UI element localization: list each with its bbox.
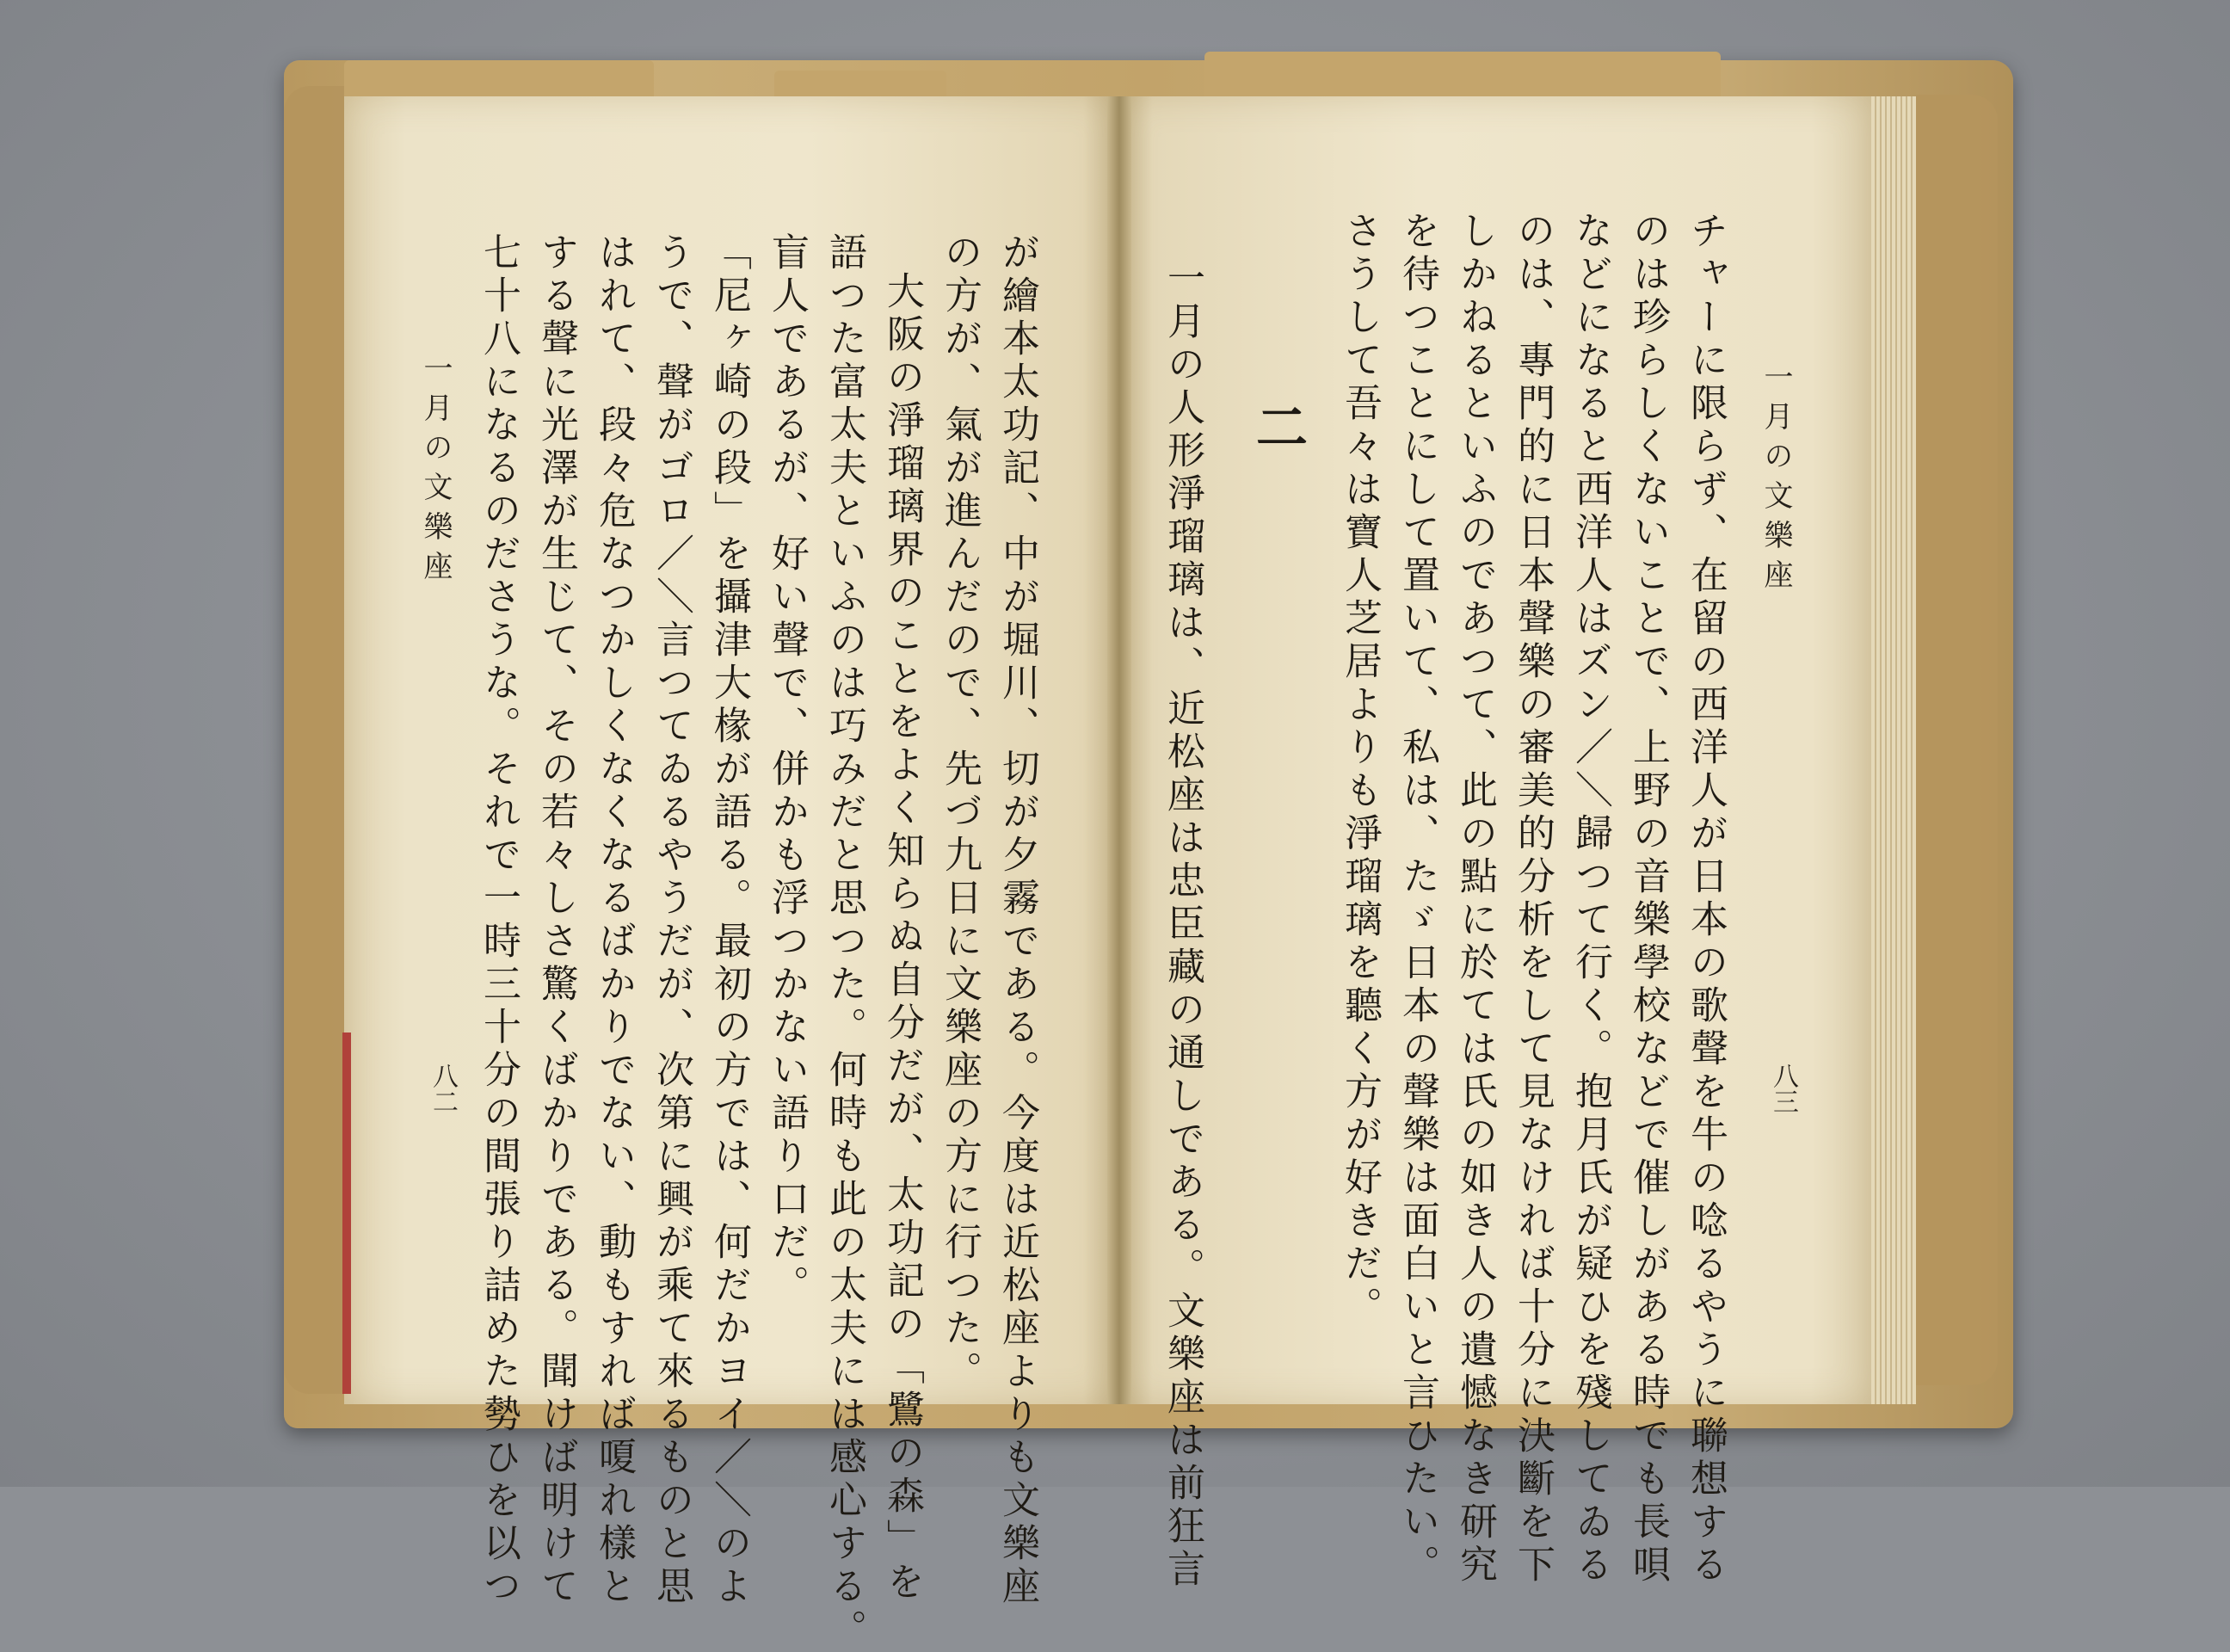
right-page-header: 一月の文樂座 bbox=[1759, 361, 1793, 599]
left-text-column-10: 七十八になるのださうな。それで一時三十分の間張り詰めた勢ひを以つ bbox=[477, 232, 521, 1609]
left-text-column-8: はれて、段々危なつかしくなくなるばかりでない、動もすれば嗄れ樣と bbox=[592, 232, 636, 1609]
right-text-column-4: のは、專門的に日本聲樂の審美的分析をして見なければ十分に決斷を下 bbox=[1511, 211, 1555, 1587]
book-gutter bbox=[1107, 96, 1131, 1404]
left-text-column-9: する聲に光澤が生じて、その若々しさ驚くばかりである。聞けば明けて bbox=[534, 232, 578, 1609]
right-text-column-7: さうして吾々は寶人芝居よりも淨瑠璃を聽く方が好きだ。 bbox=[1338, 211, 1382, 1329]
right-page bbox=[1123, 96, 1871, 1592]
right-text-column-8: 一月の人形淨瑠璃は、近松座は忠臣藏の通しである。文樂座は前狂言 bbox=[1161, 258, 1204, 1592]
frayed-edge bbox=[1916, 95, 1998, 1385]
left-text-column-7: うで、聲がゴロ／＼言つてゐるやうだが、次第に興が乘て來るものと思 bbox=[650, 232, 693, 1609]
section-number: 二 bbox=[1256, 398, 1308, 459]
left-text-column-2: の方が、氣が進んだので、先づ九日に文樂座の方に行つた。 bbox=[938, 232, 982, 1394]
left-page-header: 一月の文樂座 bbox=[418, 353, 453, 590]
page-stack-edge bbox=[1871, 96, 1916, 1404]
left-text-column-3: 大阪の淨瑠璃界のことをよく知らぬ自分だが、太功記の「鷺の森」を bbox=[880, 271, 924, 1605]
right-text-column-2: のは珍らしくないことで、上野の音樂學校などで催しがある時でも長唄 bbox=[1626, 211, 1670, 1587]
right-text-column-1: チャーに限らず、在留の西洋人が日本の歌聲を牛の唸るやうに聯想する bbox=[1684, 211, 1728, 1587]
left-text-column-5: 盲人であるが、好い聲で、併かも浮つかない語り口だ。 bbox=[765, 232, 809, 1308]
right-text-column-5: しかねるといふのであつて、此の點に於ては氏の如き人の遺憾なき研究 bbox=[1453, 211, 1497, 1587]
right-page-number: 八三 bbox=[1768, 1063, 1798, 1114]
left-text-column-1: が繪本太功記、中が堀川、切が夕霧である。今度は近松座よりも文樂座 bbox=[995, 232, 1039, 1609]
red-page-edge bbox=[342, 1032, 351, 1394]
left-page-number: 八二 bbox=[428, 1063, 458, 1114]
right-text-column-6: を待つことにして置いて、私は、たゞ日本の聲樂は面白いと言ひたい。 bbox=[1395, 211, 1439, 1587]
left-text-column-4: 語つた富太夫といふのは巧みだと思つた。何時も此の太夫には感心する。 bbox=[822, 232, 866, 1652]
cover-tab bbox=[1204, 52, 1721, 103]
left-text-column-6: 「尼ヶ崎の段」を攝津大椽が語る。最初の方では、何だかヨイ／＼のよ bbox=[707, 232, 751, 1609]
right-text-column-3: などになると西洋人はズン／＼歸つて行く。抱月氏が疑ひを殘してゐる bbox=[1568, 211, 1612, 1587]
frayed-edge bbox=[284, 86, 344, 1394]
